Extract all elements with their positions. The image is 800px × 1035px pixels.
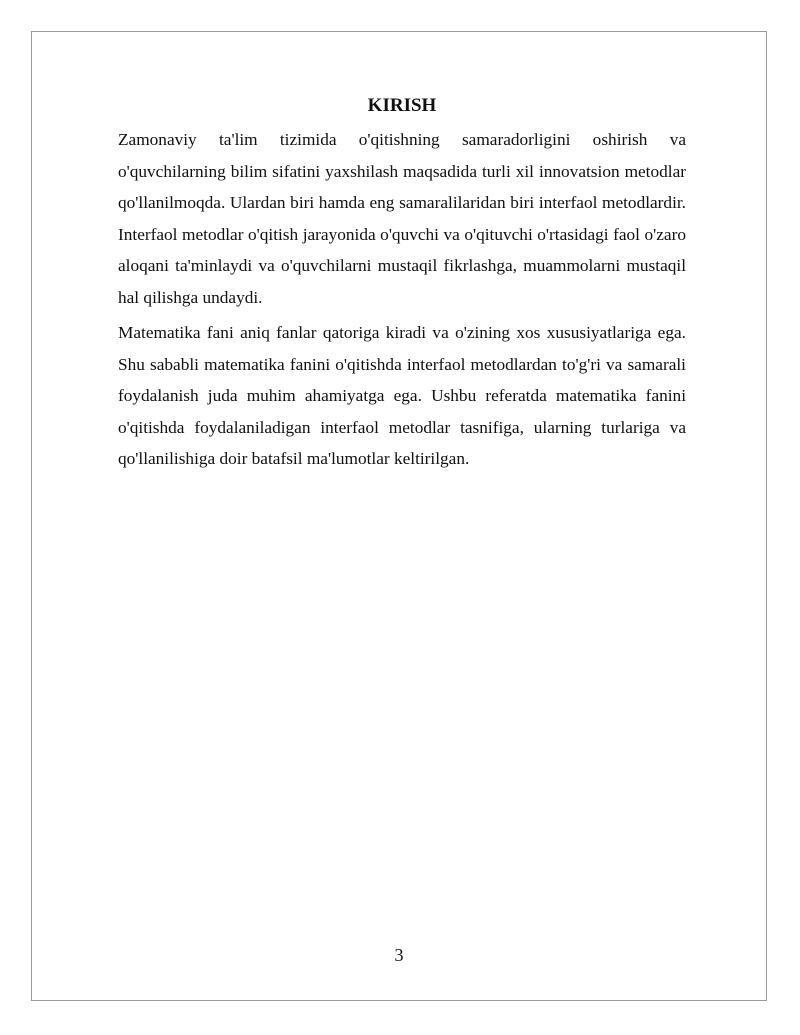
paragraph-1: Zamonaviy ta'lim tizimida o'qitishning samaradorligini oshirish va o'quvchilarning bilim sifatini yaxshilash maqsadida turli xil innovatsion metodlar qo'llanilmoqda. Ulardan biri hamda eng samaralilaridan biri interfaol metodlardir. Interfaol metodlar o'qitish jarayonida o'quvchi va o'qituvchi o'rtasidagi faol o'zaro aloqani ta'minlaydi va o'quvchilarni mustaqil fikrlashga, muammolarni mustaqil hal qilishga undaydi. xyxy=(118,130,686,307)
page-content xyxy=(118,94,686,479)
paragraph-2: Matematika fani aniq fanlar qatoriga kiradi va o'zining xos xususiyatlariga ega. Shu sababli matematika fanini o'qitishda interfaol metodlardan to'g'ri va samarali foydalanish juda muhim ahamiyatga ega. Ushbu referatda matematika fanini o'qitishda foydalaniladigan interfaol metodlar tasnifiga, ularning turlariga va qo'llanilishiga doir batafsil ma'lumotlar keltirilgan. xyxy=(118,323,686,468)
section-title: KIRISH xyxy=(367,95,437,116)
document-page xyxy=(31,31,767,1001)
page-number: 3 xyxy=(394,945,404,965)
